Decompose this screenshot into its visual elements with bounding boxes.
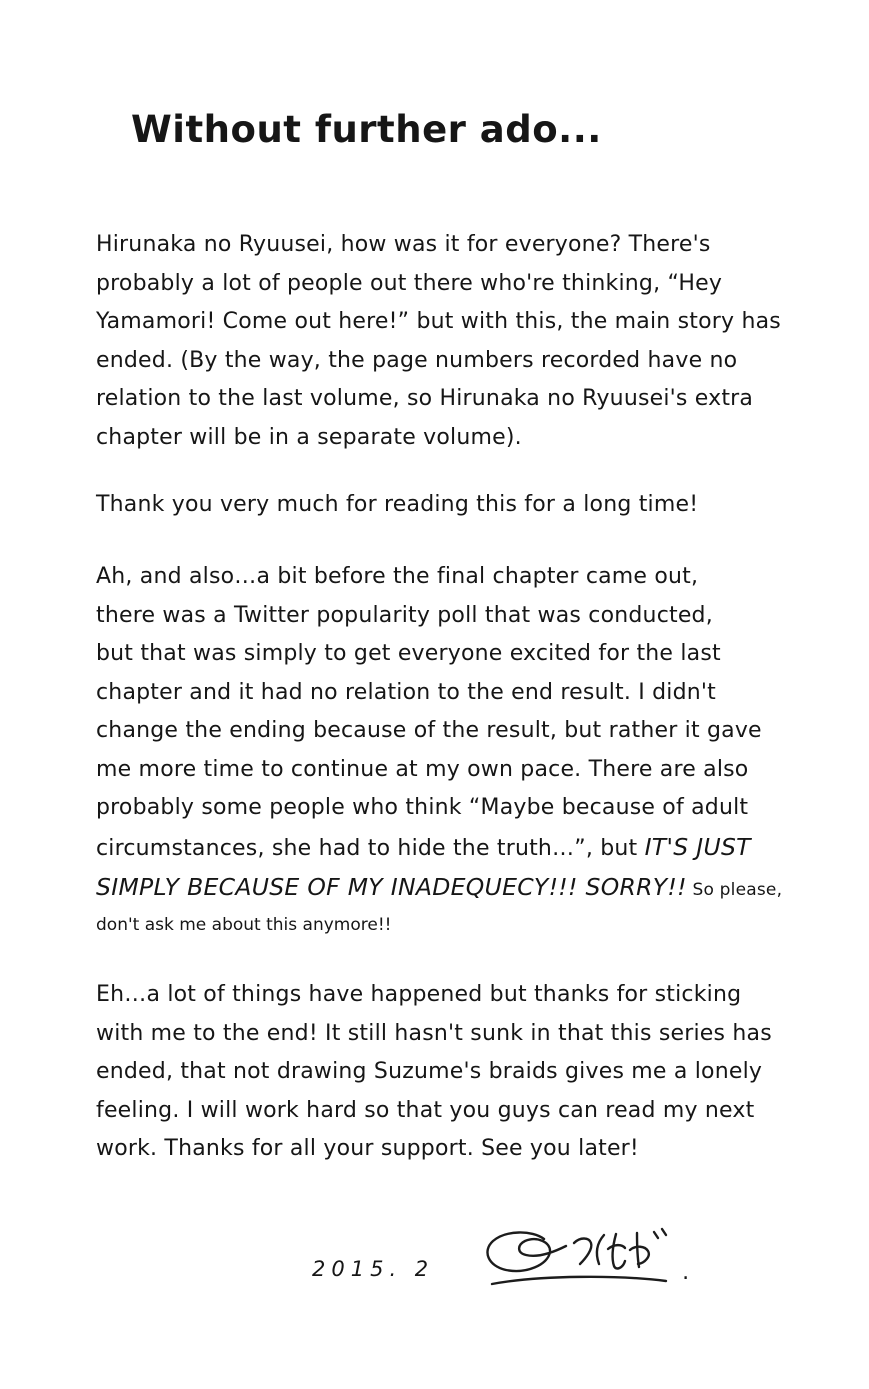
emphasized-text: SIMPLY BECAUSE OF MY INADEQUECY!!! SORRY!! bbox=[96, 873, 687, 901]
text-line: feeling. I will work hard so that you guys can read my next bbox=[96, 1097, 755, 1123]
signature-row bbox=[312, 1222, 689, 1302]
page-title: Without further ado... bbox=[131, 108, 602, 151]
text-line: chapter and it had no relation to the end result. I didn't bbox=[96, 679, 716, 705]
small-text-segment: So please, bbox=[686, 880, 783, 900]
text-line: probably some people who think “Maybe because of adult bbox=[96, 795, 749, 820]
text-line: Hirunaka no Ryuusei, how was it for everyone? There's bbox=[96, 232, 711, 257]
paragraph-intro bbox=[96, 226, 781, 457]
text-line-mixed bbox=[96, 828, 782, 869]
paragraph-twitter-poll bbox=[96, 558, 782, 940]
date-text: 2015. 2 bbox=[312, 1257, 435, 1281]
text-line: Thank you very much for reading this for a long time! bbox=[96, 492, 699, 517]
paragraph-farewell bbox=[96, 976, 772, 1169]
author-signature-icon bbox=[480, 1222, 676, 1302]
text-line: ended. (By the way, the page numbers recorded have no bbox=[96, 347, 738, 373]
text-line: but that was simply to get everyone excited for the last bbox=[96, 641, 721, 666]
emphasized-text: IT'S JUST bbox=[644, 832, 751, 861]
text-line-mixed bbox=[96, 868, 782, 910]
text-line: work. Thanks for all your support. See you later! bbox=[96, 1136, 639, 1161]
text-line: Eh…a lot of things have happened but thanks for sticking bbox=[96, 982, 742, 1007]
small-text-line: don't ask me about this anymore!! bbox=[96, 914, 392, 935]
text-line: there was a Twitter popularity poll that was conducted, bbox=[96, 602, 713, 628]
text-line: probably a lot of people out there who're thinking, “Hey bbox=[96, 270, 723, 296]
text-line: relation to the last volume, so Hirunaka no Ryuusei's extra bbox=[96, 386, 754, 411]
signature-period: . bbox=[682, 1259, 690, 1285]
text-line: ended, that not drawing Suzume's braids gives me a lonely bbox=[96, 1059, 763, 1084]
text-line: change the ending because of the result, but rather it gave bbox=[96, 718, 762, 743]
text-line: with me to the end! It still hasn't sunk in that this series has bbox=[96, 1020, 772, 1046]
text-segment: circumstances, she had to hide the truth…”, but bbox=[96, 835, 645, 861]
paragraph-thanks bbox=[96, 486, 698, 525]
text-line: Yamamori! Come out here!” but with this, the main story has bbox=[96, 309, 781, 334]
text-line: chapter will be in a separate volume). bbox=[96, 424, 522, 450]
text-line: Ah, and also…a bit before the final chapter came out, bbox=[96, 564, 699, 589]
text-line: me more time to continue at my own pace. There are also bbox=[96, 756, 749, 782]
